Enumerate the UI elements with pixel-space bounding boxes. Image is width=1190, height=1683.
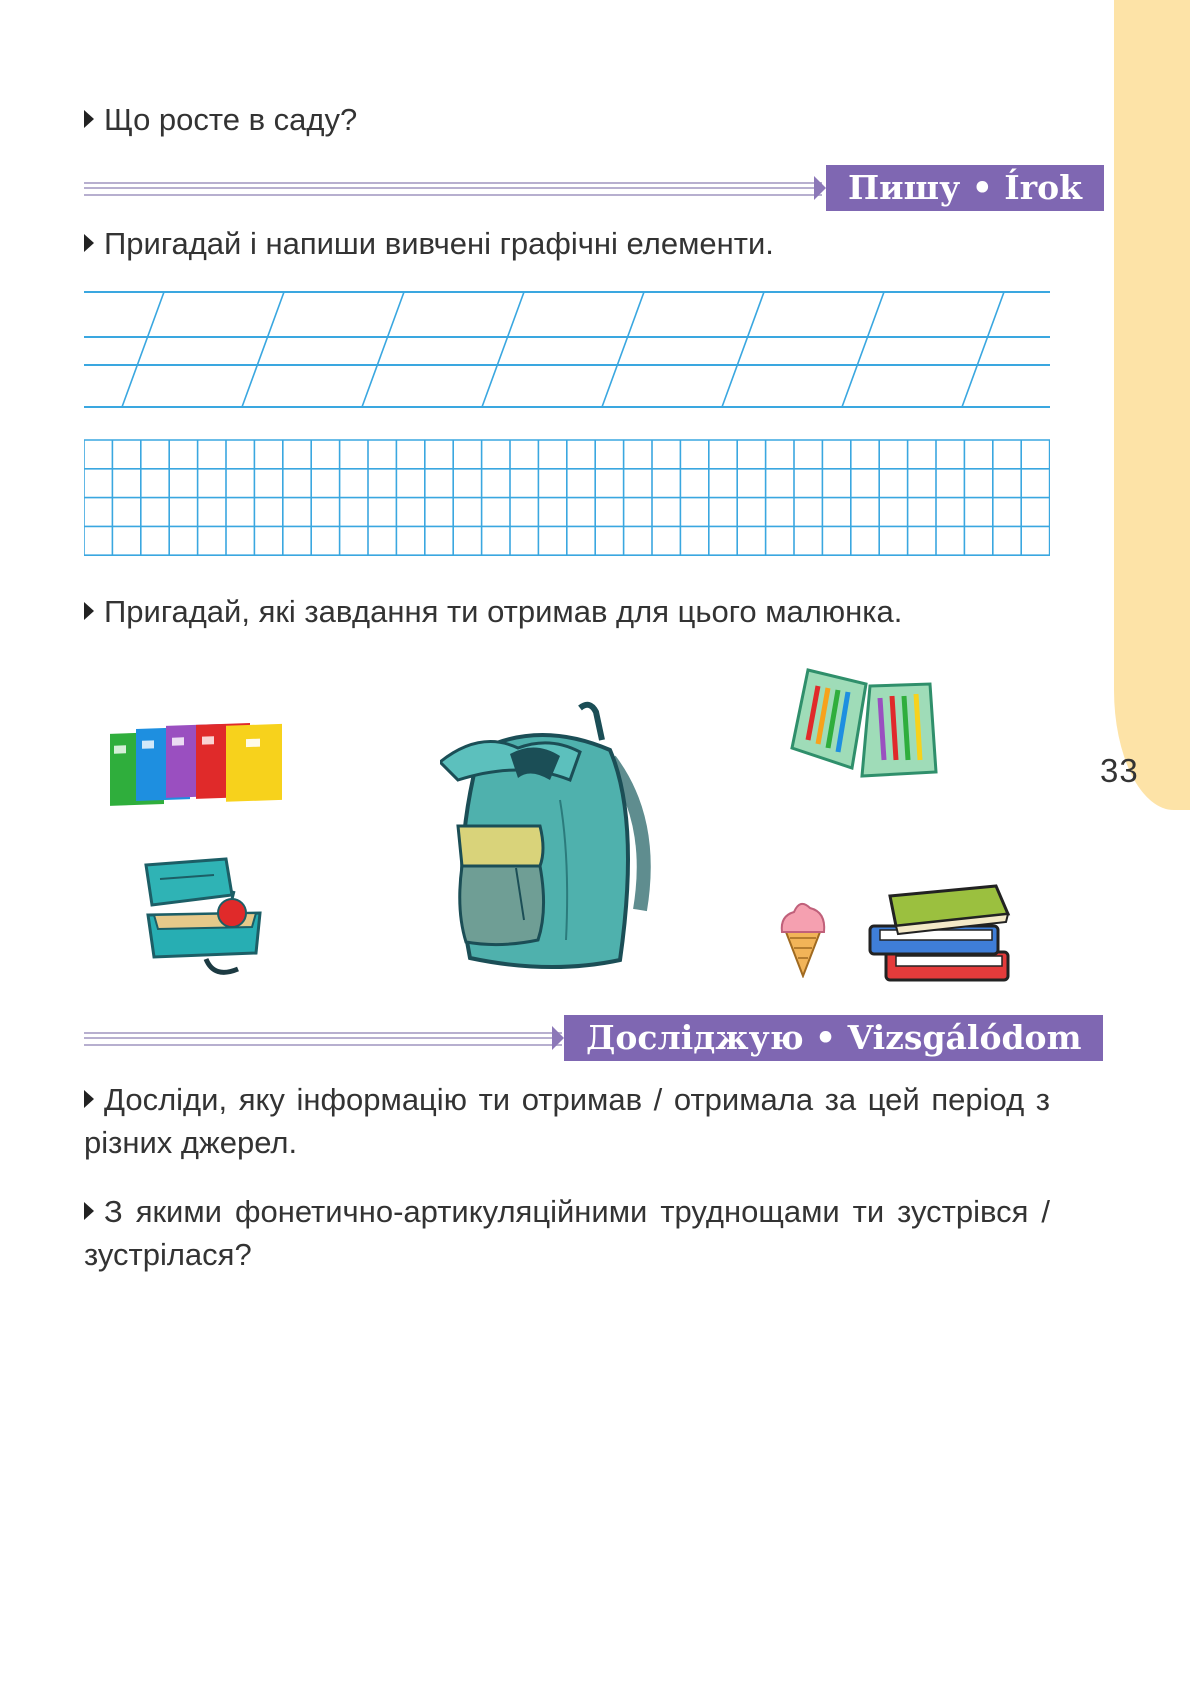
bullet-icon [84, 1090, 94, 1108]
side-tab [1114, 0, 1190, 810]
page-number: 33 [1100, 752, 1139, 789]
slant-line [722, 292, 764, 407]
slant-line [362, 292, 404, 407]
bullet-icon [84, 1202, 94, 1220]
slanted-ruling [84, 290, 1050, 410]
question-graphic-elements [84, 222, 774, 265]
ice-cream-picture [778, 898, 828, 978]
bullet-icon [84, 110, 94, 128]
books-picture [866, 880, 1016, 990]
question-phonetic [84, 1190, 1050, 1276]
arrow-icon [814, 176, 826, 200]
question-graphic-elements-text: Пригадай і напиши вивчені графічні елементи. [104, 226, 774, 261]
question-garden [84, 98, 357, 141]
section-label-research: Досліджую • Vizsgálódom [564, 1015, 1103, 1061]
section-rule-writing [84, 182, 822, 196]
lunchbox-picture [140, 855, 275, 985]
question-garden-text: Що росте в саду? [104, 102, 358, 137]
squared-grid [84, 438, 1050, 558]
question-research-text: Досліди, яку інформацію ти отримав / отримала за цей період з різних джерел. [84, 1082, 1050, 1160]
section-rule-research [84, 1032, 562, 1046]
bullet-icon [84, 234, 94, 252]
question-phonetic-text: З якими фонетично-артикуляційними труднощами ти зустрівся / зустрілася? [84, 1194, 1050, 1272]
notebooks-picture [106, 720, 286, 812]
slant-line [962, 292, 1004, 407]
question-tasks-text: Пригадай, які завдання ти отримав для цього малюнка. [104, 594, 903, 629]
arrow-icon [552, 1026, 564, 1050]
slant-line [122, 292, 164, 407]
slant-line [602, 292, 644, 407]
question-research [84, 1078, 1050, 1164]
backpack-picture [440, 700, 670, 975]
pencil-case-picture [788, 664, 940, 782]
section-label-writing: Пишу • Írok [826, 165, 1104, 211]
slant-line [242, 292, 284, 407]
slant-line [842, 292, 884, 407]
question-tasks [84, 590, 902, 633]
slant-line [482, 292, 524, 407]
bullet-icon [84, 602, 94, 620]
